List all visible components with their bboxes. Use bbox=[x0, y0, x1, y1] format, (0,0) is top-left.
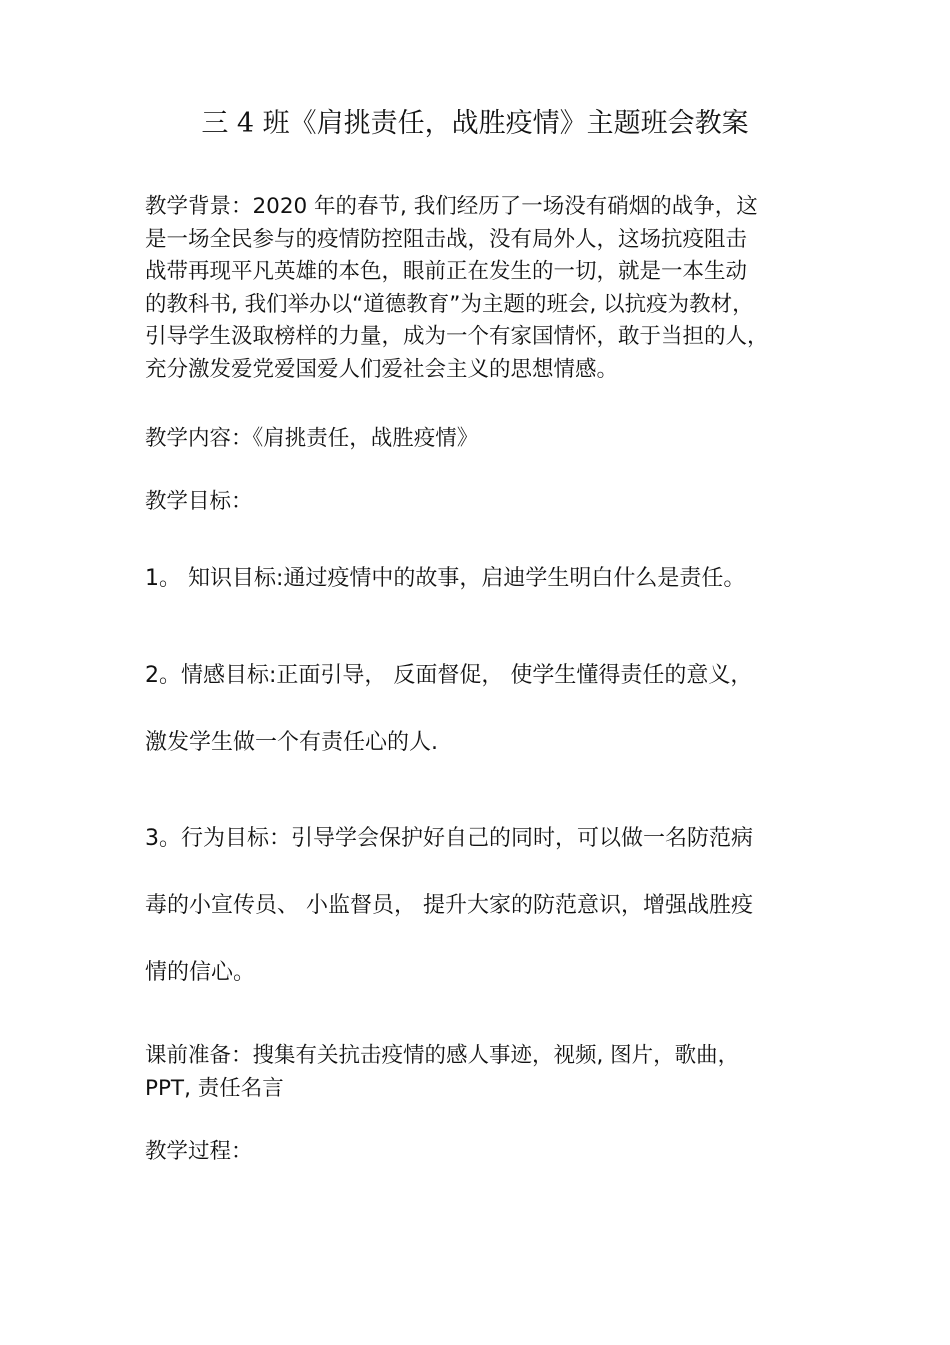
teaching-background bbox=[145, 191, 815, 386]
background-line: 充分激发爱党爱国爱人们爱社会主义的思想情感。 bbox=[145, 356, 619, 382]
pre-class-preparation bbox=[145, 1040, 815, 1105]
goal-emotion-line: 2。情感目标:正面引导， 反面督促， 使学生懂得责任的意义， bbox=[145, 663, 753, 688]
background-line: 是一场全民参与的疫情防控阻击战，没有局外人，这场抗疫阻击 bbox=[145, 226, 748, 252]
background-line: 的教科书, 我们举办以“道德教育”为主题的班会, 以抗疫为教材， bbox=[145, 291, 754, 317]
document-title: 三 4 班《肩挑责任，战胜疫情》主题班会教案 bbox=[201, 108, 749, 139]
teaching-goals-heading: 教学目标： bbox=[145, 489, 253, 514]
goal-emotion-line: 激发学生做一个有责任心的人. bbox=[145, 730, 438, 755]
background-line: 教学背景：2020 年的春节, 我们经历了一场没有硝烟的战争，这 bbox=[145, 194, 758, 219]
goal-knowledge: 1。 知识目标:通过疫情中的故事，启迪学生明白什么是责任。 bbox=[145, 566, 746, 591]
teaching-process-heading: 教学过程： bbox=[145, 1139, 253, 1164]
goal-behavior-line: 3。行为目标：引导学会保护好自己的同时，可以做一名防范病 bbox=[145, 826, 753, 851]
goal-behavior-line: 情的信心。 bbox=[145, 960, 256, 985]
goal-behavior-line: 毒的小宣传员、 小监督员， 提升大家的防范意识，增强战胜疫 bbox=[145, 893, 753, 918]
preparation-line: PPT, 责任名言 bbox=[145, 1075, 284, 1101]
preparation-line: 课前准备：搜集有关抗击疫情的感人事迹，视频, 图片，歌曲， bbox=[145, 1043, 740, 1068]
teaching-content: 教学内容：《肩挑责任，战胜疫情》 bbox=[145, 426, 479, 451]
background-line: 引导学生汲取榜样的力量，成为一个有家国情怀，敢于当担的人， bbox=[145, 324, 769, 349]
background-line: 战带再现平凡英雄的本色，眼前正在发生的一切，就是一本生动 bbox=[145, 259, 748, 284]
